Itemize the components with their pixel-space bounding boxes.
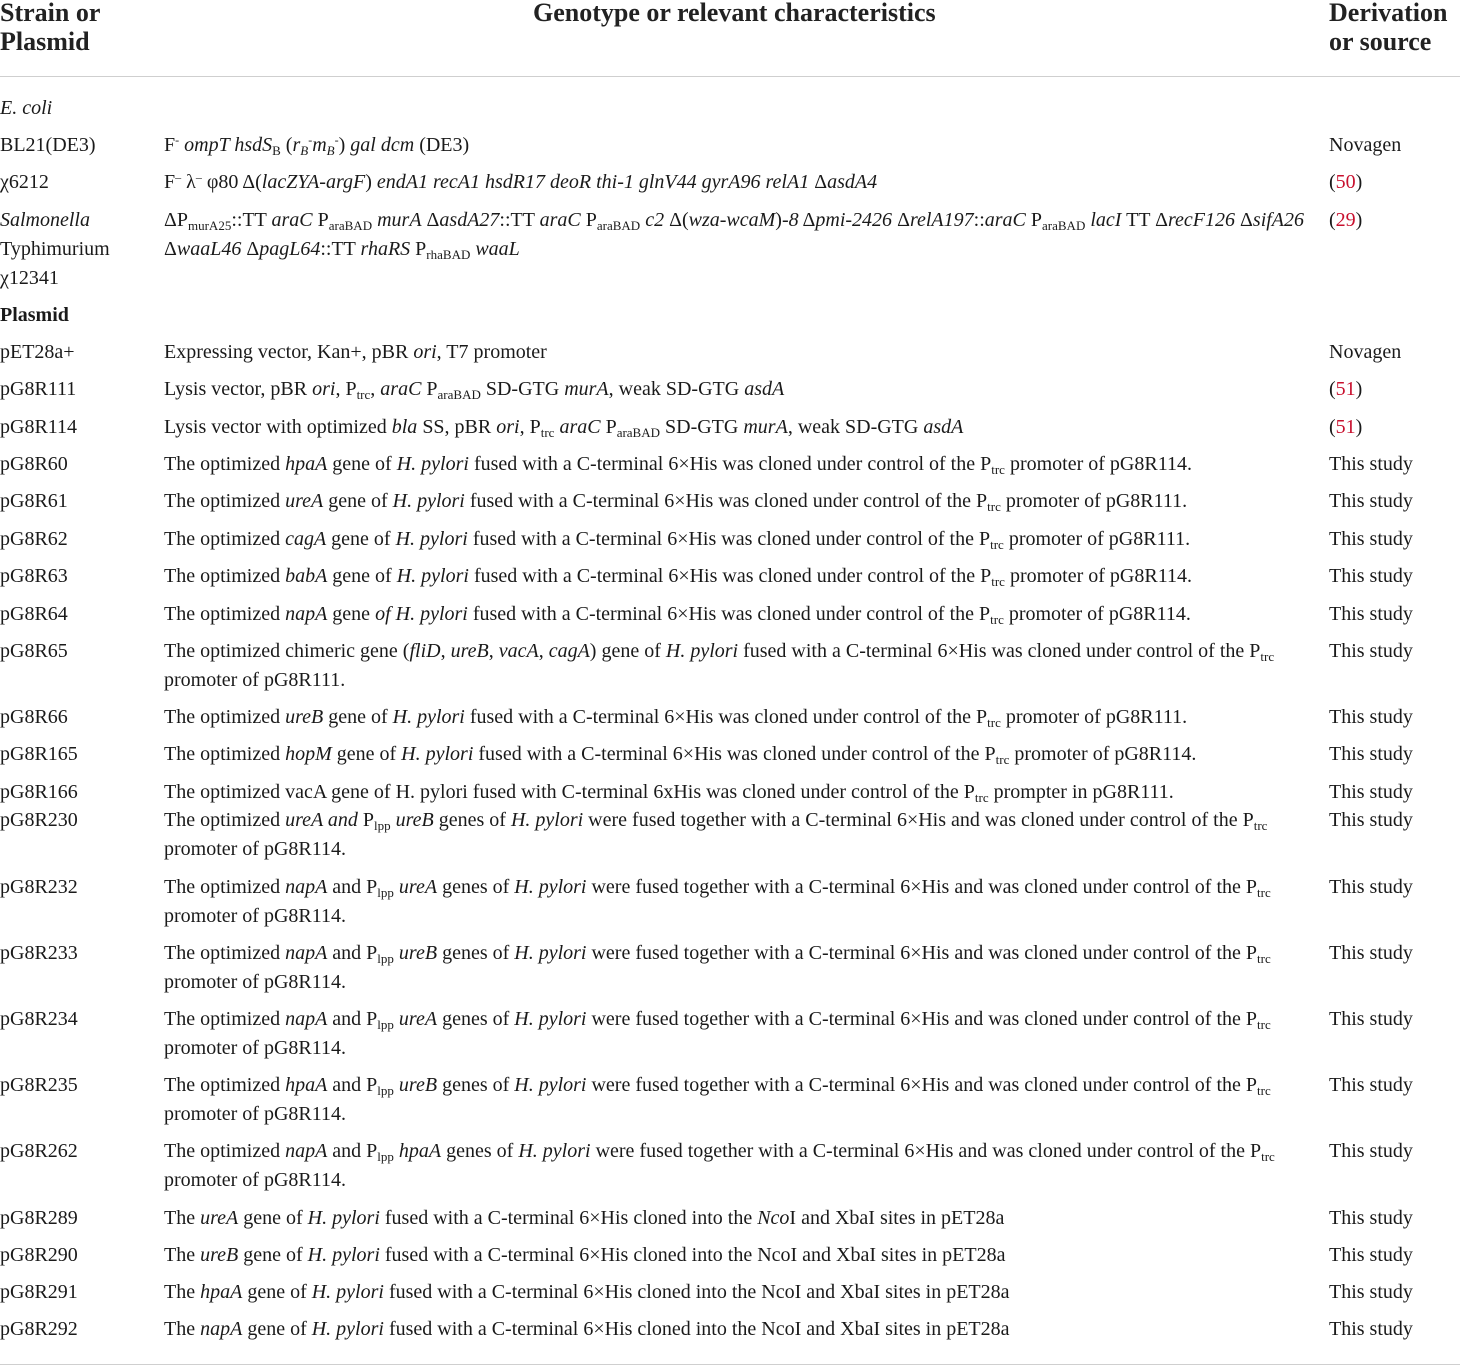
cell-source: This study <box>1329 876 1413 898</box>
cell-genotype: $\Delta P_{murA25}::TT$ araC $P_{araBAD}$ murA ΔasdA27::TT araC $P_{araBAD}$ c2 Δ(wza-wcaM)-8 Δpmi-2426 ΔrelA197::araC $P_{araBAD}$ lacI TT ΔrecF126 ΔsifA26 ΔwaaL46 ΔpagL64::TT rhaRS $P_{rhaBAD}$ waaL <box>164 209 1305 262</box>
cell-genotype: The optimized babA gene of H. pylori fused with a C-terminal 6×His was cloned under control of the $P_{trc}$ promoter of pG8R114. <box>164 565 1192 589</box>
cell-strain: pG8R64 <box>0 603 68 625</box>
cell-source: This study <box>1329 1140 1413 1162</box>
cell-strain: pG8R111 <box>0 378 77 400</box>
cell-strain: χ6212 <box>0 171 49 193</box>
cell-strain: pG8R61 <box>0 490 68 512</box>
cell-source: Novagen <box>1329 134 1402 156</box>
cell-strain: pET28a+ <box>0 341 75 363</box>
cell-genotype: The napA gene of H. pylori fused with a C-terminal 6×His cloned into the NcoI and XbaI sites in pET28a <box>164 1318 1010 1340</box>
cell-genotype: The optimized napA and $P_{lpp}$ ureB genes of H. pylori were fused together with a C-terminal 6×His and was cloned under control of the $P_{trc}$ promoter of pG8R114. <box>164 942 1271 993</box>
cell-strain: pG8R65 <box>0 640 68 662</box>
cell-genotype: The optimized vacA gene of H. pylori fused with C-terminal 6xHis was cloned under control of the $P_{trc}$ prompter in pG8R111. <box>164 781 1174 805</box>
cell-source: This study <box>1329 453 1413 475</box>
cell-source: This study <box>1329 490 1413 512</box>
cell-source: This study <box>1329 1008 1413 1030</box>
cell-genotype: The optimized napA and $P_{lpp}$ ureA genes of H. pylori were fused together with a C-terminal 6×His and was cloned under control of the $P_{trc}$ promoter of pG8R114. <box>164 1008 1271 1059</box>
cell-strain: pG8R289 <box>0 1207 78 1229</box>
cell-source: This study <box>1329 1074 1413 1096</box>
cell-strain: pG8R230 <box>0 809 78 831</box>
table-header <box>0 0 1460 77</box>
cell-strain: pG8R232 <box>0 876 78 898</box>
cell-genotype: The optimized napA and $P_{lpp}$ ureA genes of H. pylori were fused together with a C-terminal 6×His and was cloned under control of the $P_{trc}$ promoter of pG8R114. <box>164 876 1271 927</box>
cell-genotype: The optimized chimeric gene (fliD, ureB, vacA, cagA) gene of H. pylori fused with a C-terminal 6×His was cloned under control of the $P_{trc}$ promoter of pG8R111. <box>164 640 1275 691</box>
cell-strain: pG8R235 <box>0 1074 78 1096</box>
cell-genotype: F– λ– φ80 Δ(lacZYA-argF) endA1 recA1 hsdR17 deoR thi-1 glnV44 gyrA96 relA1 ΔasdA4 <box>164 170 878 193</box>
cell-source: This study <box>1329 1318 1413 1340</box>
cell-source: This study <box>1329 1207 1413 1229</box>
cell-genotype: The optimized hpaA and $P_{lpp}$ ureB genes of H. pylori were fused together with a C-terminal 6×His and was cloned under control of the $P_{trc}$ promoter of pG8R114. <box>164 1074 1271 1125</box>
cell-strain: pG8R233 <box>0 942 78 964</box>
cell-source: This study <box>1329 942 1413 964</box>
cell-strain: pG8R292 <box>0 1318 78 1340</box>
cell-source: Novagen <box>1329 341 1402 363</box>
cell-strain: Plasmid <box>0 304 69 326</box>
cell-strain: Salmonella Typhimurium χ12341 <box>0 209 110 289</box>
cell-source: (51) <box>1329 378 1363 400</box>
cell-genotype: The optimized hpaA gene of H. pylori fused with a C-terminal 6×His was cloned under control of the $P_{trc}$ promoter of pG8R114. <box>164 453 1192 477</box>
header-strain-or-plasmid: Strain or Plasmid <box>0 0 100 56</box>
cell-source: This study <box>1329 706 1413 728</box>
cell-strain: pG8R62 <box>0 528 68 550</box>
cell-source: (29) <box>1329 209 1363 231</box>
cell-source: This study <box>1329 781 1413 803</box>
cell-strain: pG8R165 <box>0 743 78 765</box>
cell-source: This study <box>1329 1281 1413 1303</box>
header-derivation-or-source: Derivation or source <box>1329 0 1448 56</box>
cell-genotype: The ureA gene of H. pylori fused with a C-terminal 6×His cloned into the NcoI and XbaI sites in pET28a <box>164 1207 1005 1229</box>
cell-strain: pG8R66 <box>0 706 68 728</box>
cell-strain: pG8R114 <box>0 416 78 438</box>
cell-source: This study <box>1329 640 1413 662</box>
cell-strain: E. coli <box>0 97 53 119</box>
cell-genotype: F- ompT hsdS$_B$ $(r_B^-m_B^-)$ gal dcm (DE3) <box>164 133 470 158</box>
cell-source: This study <box>1329 603 1413 625</box>
cell-source: This study <box>1329 565 1413 587</box>
header-genotype: Genotype or relevant characteristics <box>533 0 936 27</box>
cell-genotype: The optimized ureA and $P_{lpp}$ ureB genes of H. pylori were fused together with a C-terminal 6×His and was cloned under control of the $P_{trc}$ promoter of pG8R114. <box>164 809 1268 860</box>
cell-genotype: The optimized ureA gene of H. pylori fused with a C-terminal 6×His was cloned under control of the $P_{trc}$ promoter of pG8R111. <box>164 490 1188 514</box>
cell-genotype: The hpaA gene of H. pylori fused with a C-terminal 6×His cloned into the NcoI and XbaI sites in pET28a <box>164 1281 1010 1303</box>
cell-strain: pG8R290 <box>0 1244 78 1266</box>
cell-genotype: Expressing vector, Kan+, pBR ori, T7 promoter <box>164 341 547 363</box>
cell-strain: pG8R262 <box>0 1140 78 1162</box>
cell-source: (50) <box>1329 171 1363 193</box>
cell-source: This study <box>1329 809 1413 831</box>
cell-strain: pG8R166 <box>0 781 78 803</box>
cell-source: (51) <box>1329 416 1363 438</box>
cell-source: This study <box>1329 743 1413 765</box>
cell-strain: pG8R60 <box>0 453 68 475</box>
cell-source: This study <box>1329 1244 1413 1266</box>
cell-genotype: The optimized hopM gene of H. pylori fused with a C-terminal 6×His was cloned under control of the $P_{trc}$ promoter of pG8R114. <box>164 743 1197 767</box>
cell-strain: BL21(DE3) <box>0 134 96 156</box>
cell-genotype: The optimized cagA gene of H. pylori fused with a C-terminal 6×His was cloned under control of the $P_{trc}$ promoter of pG8R111. <box>164 528 1191 552</box>
cell-genotype: Lysis vector with optimized bla SS, pBR ori, $P_{trc}$ araC $P_{araBAD}$ SD-GTG murA, weak SD-GTG asdA <box>164 416 964 440</box>
cell-genotype: The ureB gene of H. pylori fused with a C-terminal 6×His cloned into the NcoI and XbaI sites in pET28a <box>164 1244 1006 1266</box>
cell-strain: pG8R234 <box>0 1008 78 1030</box>
cell-strain: pG8R291 <box>0 1281 78 1303</box>
cell-strain: pG8R63 <box>0 565 68 587</box>
cell-genotype: The optimized napA gene of H. pylori fused with a C-terminal 6×His was cloned under control of the $P_{trc}$ promoter of pG8R114. <box>164 603 1191 627</box>
cell-genotype: The optimized napA and $P_{lpp}$ hpaA genes of H. pylori were fused together with a C-terminal 6×His and was cloned under control of the $P_{trc}$ promoter of pG8R114. <box>164 1140 1275 1191</box>
cell-genotype: The optimized ureB gene of H. pylori fused with a C-terminal 6×His was cloned under control of the $P_{trc}$ promoter of pG8R111. <box>164 706 1188 730</box>
cell-source: This study <box>1329 528 1413 550</box>
cell-genotype: Lysis vector, pBR ori, $P_{trc}$, araC $P_{araBAD}$ SD-GTG murA, weak SD-GTG asdA <box>164 378 785 402</box>
